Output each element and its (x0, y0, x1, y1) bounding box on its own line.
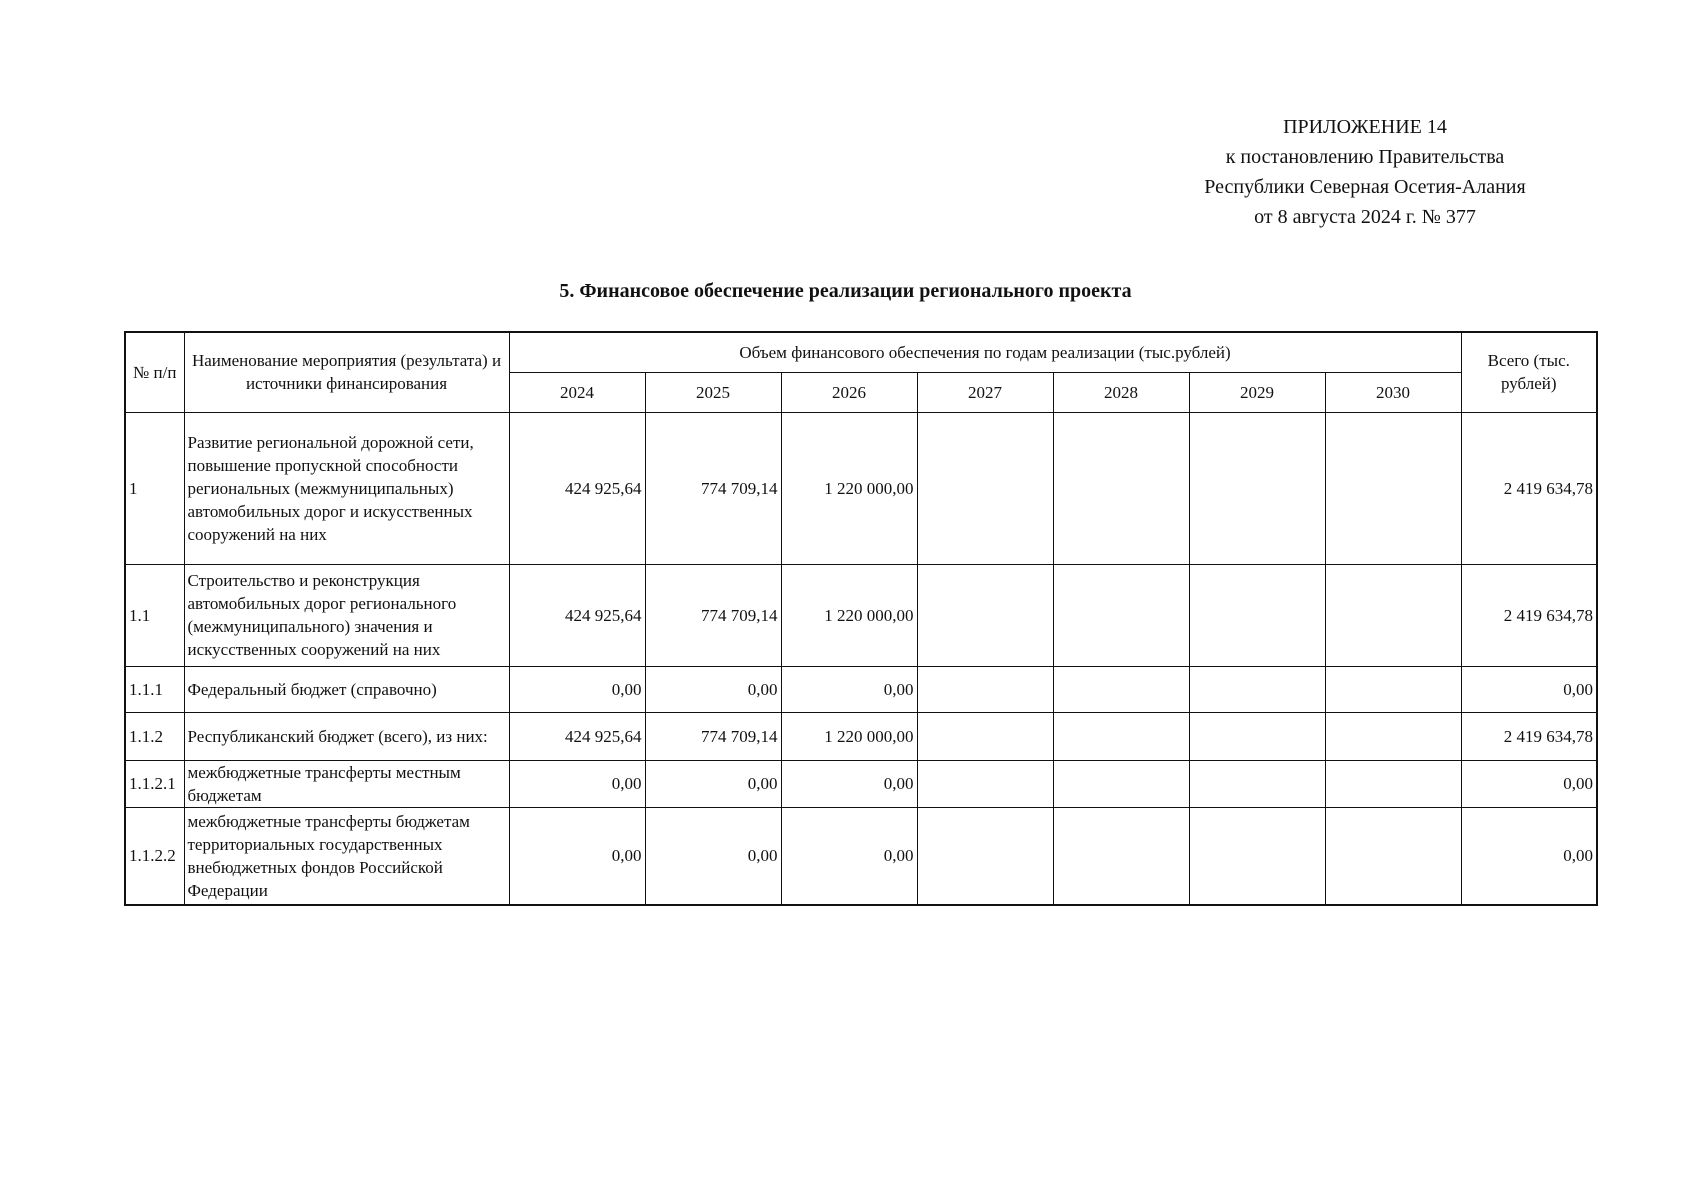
appendix-date: от 8 августа 2024 г. № 377 (1254, 206, 1476, 228)
cell-2026: 1 220 000,00 (781, 712, 917, 760)
cell-2029 (1189, 712, 1325, 760)
cell-2024: 0,00 (509, 807, 645, 905)
cell-2030 (1325, 760, 1461, 807)
header-num: № п/п (125, 332, 184, 412)
cell-2030 (1325, 564, 1461, 666)
cell-2025: 774 709,14 (645, 564, 781, 666)
cell-2029 (1189, 666, 1325, 712)
cell-2028 (1053, 712, 1189, 760)
cell-2027 (917, 412, 1053, 564)
row-num: 1 (125, 412, 184, 564)
row-num: 1.1.2 (125, 712, 184, 760)
cell-2029 (1189, 807, 1325, 905)
table-row (125, 666, 1597, 712)
header-name: Наименование мероприятия (результата) и источники финансирования (184, 332, 509, 412)
row-name: Республиканский бюджет (всего), из них: (184, 712, 509, 760)
row-name: Федеральный бюджет (справочно) (184, 666, 509, 712)
header-year: 2029 (1189, 372, 1325, 412)
cell-2028 (1053, 564, 1189, 666)
cell-2025: 0,00 (645, 807, 781, 905)
cell-2025: 774 709,14 (645, 412, 781, 564)
cell-2030 (1325, 666, 1461, 712)
cell-2028 (1053, 760, 1189, 807)
header-years-group: Объем финансового обеспечения по годам реализации (тыс.рублей) (509, 332, 1461, 372)
header-year: 2027 (917, 372, 1053, 412)
cell-2027 (917, 666, 1053, 712)
cell-2024: 424 925,64 (509, 412, 645, 564)
cell-2026: 0,00 (781, 666, 917, 712)
cell-2027 (917, 807, 1053, 905)
row-name: Развитие региональной дорожной сети, повышение пропускной способности региональных (межмуниципальных) автомобильных дорог и искусственных сооружений на них (184, 412, 509, 564)
cell-2026: 1 220 000,00 (781, 412, 917, 564)
cell-2027 (917, 712, 1053, 760)
cell-2026: 1 220 000,00 (781, 564, 917, 666)
cell-2026: 0,00 (781, 807, 917, 905)
row-name: межбюджетные трансферты бюджетам территориальных государственных внебюджетных фондов Российской Федерации (184, 807, 509, 905)
cell-2025: 0,00 (645, 760, 781, 807)
cell-2029 (1189, 760, 1325, 807)
cell-2028 (1053, 666, 1189, 712)
cell-2028 (1053, 412, 1189, 564)
cell-total: 0,00 (1461, 807, 1597, 905)
row-name: Строительство и реконструкция автомобильных дорог регионального (межмуниципального) значения и искусственных сооружений на них (184, 564, 509, 666)
cell-2029 (1189, 412, 1325, 564)
header-year: 2028 (1053, 372, 1189, 412)
cell-2026: 0,00 (781, 760, 917, 807)
table-row (125, 412, 1597, 564)
cell-2030 (1325, 412, 1461, 564)
cell-2024: 0,00 (509, 760, 645, 807)
header-total: Всего (тыс. рублей) (1461, 332, 1597, 412)
cell-total: 0,00 (1461, 760, 1597, 807)
table-row (125, 564, 1597, 666)
cell-2030 (1325, 712, 1461, 760)
row-name: межбюджетные трансферты местным бюджетам (184, 760, 509, 807)
header-year: 2024 (509, 372, 645, 412)
cell-2024: 424 925,64 (509, 564, 645, 666)
row-num: 1.1 (125, 564, 184, 666)
table-row (125, 760, 1597, 807)
header-year: 2026 (781, 372, 917, 412)
cell-2027 (917, 760, 1053, 807)
appendix-header (1155, 112, 1575, 232)
row-num: 1.1.2.1 (125, 760, 184, 807)
cell-2028 (1053, 807, 1189, 905)
cell-2025: 774 709,14 (645, 712, 781, 760)
section-title: 5. Финансовое обеспечение реализации регионального проекта (559, 280, 1132, 302)
cell-2024: 424 925,64 (509, 712, 645, 760)
table-row (125, 712, 1597, 760)
cell-total: 2 419 634,78 (1461, 412, 1597, 564)
row-num: 1.1.1 (125, 666, 184, 712)
cell-2025: 0,00 (645, 666, 781, 712)
cell-total: 2 419 634,78 (1461, 712, 1597, 760)
cell-2027 (917, 564, 1053, 666)
cell-2029 (1189, 564, 1325, 666)
cell-total: 0,00 (1461, 666, 1597, 712)
appendix-resolution: к постановлению Правительства (1225, 146, 1505, 168)
cell-total: 2 419 634,78 (1461, 564, 1597, 666)
appendix-republic: Республики Северная Осетия-Алания (1204, 176, 1526, 198)
financing-table (124, 331, 1598, 906)
cell-2030 (1325, 807, 1461, 905)
header-year: 2030 (1325, 372, 1461, 412)
cell-2024: 0,00 (509, 666, 645, 712)
header-year: 2025 (645, 372, 781, 412)
table-row (125, 807, 1597, 905)
appendix-label: ПРИЛОЖЕНИЕ 14 (1283, 116, 1447, 138)
row-num: 1.1.2.2 (125, 807, 184, 905)
